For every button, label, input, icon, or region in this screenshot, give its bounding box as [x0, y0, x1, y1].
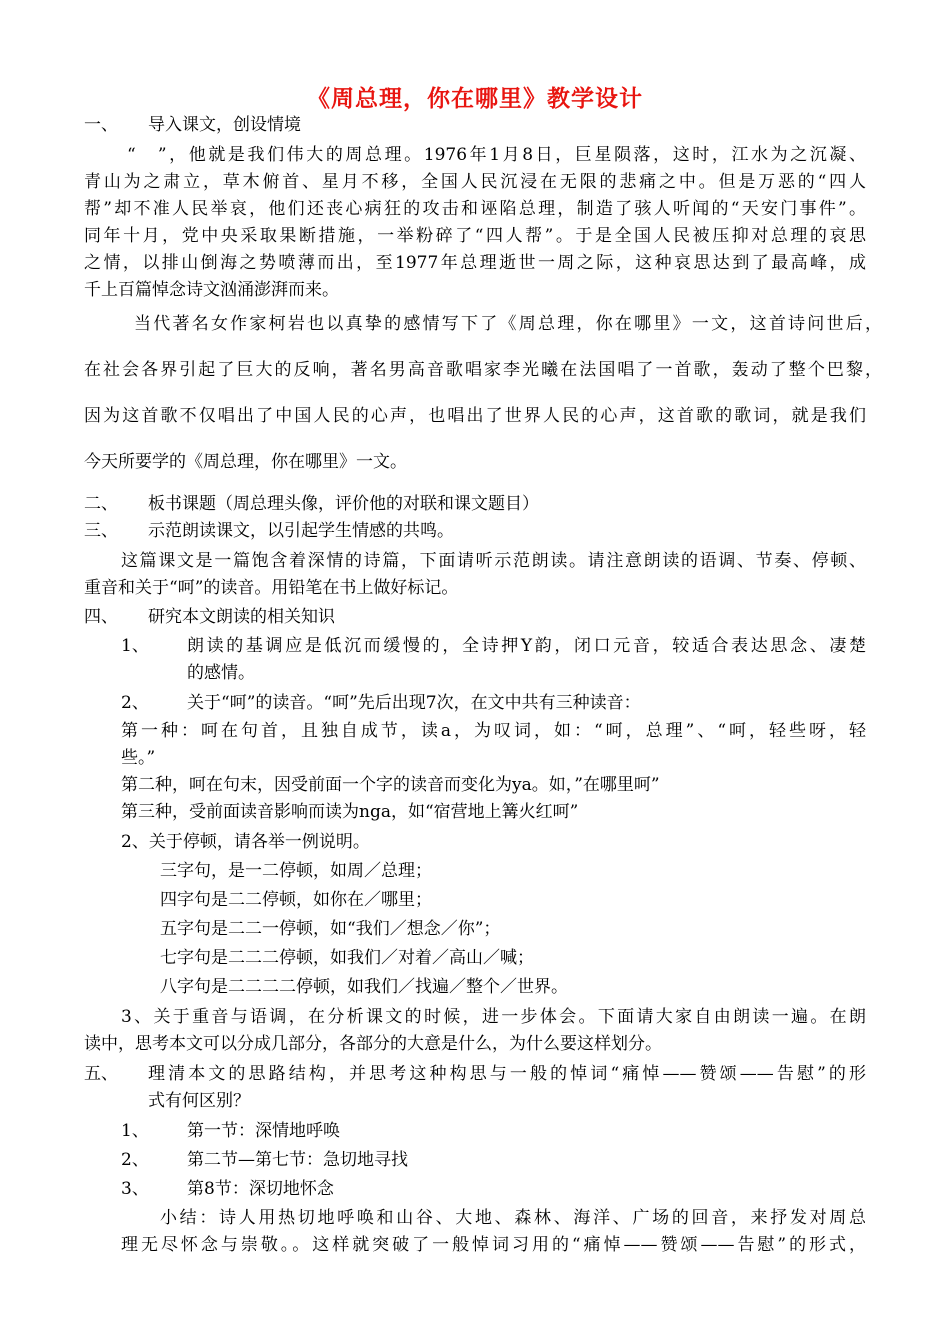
paragraph-line: 当代著名女作家柯岩也以真挚的感情写下了《周总理，你在哪里》一文，这首诗问世后，: [134, 314, 882, 334]
paragraph-line: 帮”却不准人民举哀，他们还丧心病狂的攻击和诬陷总理，制造了骇人听闻的“天安门事件”。: [84, 199, 866, 219]
paragraph-line: 这篇课文是一篇饱含着深情的诗篇，下面请听示范朗读。请注意朗读的语调、节奏、停顿、: [121, 551, 866, 571]
summary-line: 小结：诗人用热切地呼唤和山谷、大地、森林、海洋、广场的回音，来抒发对周总: [160, 1208, 866, 1228]
item-text: 读中，思考本文可以分成几部分，各部分的大意是什么，为什么要这样划分。: [84, 1034, 662, 1054]
section-heading: 式有何区别？: [148, 1091, 250, 1111]
document-title: 《周总理，你在哪里》教学设计: [307, 85, 643, 112]
pause-example: 八字句是二二二二停顿，如我们／找遍／整个／世界。: [160, 977, 568, 997]
section-heading: 示范朗读课文，以引起学生情感的共鸣。: [148, 521, 454, 541]
item-number: 2、: [121, 1150, 149, 1170]
item-text: 关于“呵”的读音。“呵”先后出现7次，在文中共有三种读音：: [187, 693, 641, 713]
item-text: 3、关于重音与语调，在分析课文的时候，进一步体会。下面请大家自由朗读一遍。在朗: [121, 1007, 866, 1027]
paragraph-line: 在社会各界引起了巨大的反响，著名男高音歌唱家李光曦在法国唱了一首歌，轰动了整个巴黎，: [84, 360, 882, 380]
reading-rule: 第一种：呵在句首，且独自成节，读a，为叹词，如：“呵，总理”、“呵，轻些呀，轻: [121, 721, 866, 741]
paragraph-line: “ ”，他就是我们伟大的周总理。1976年1月8日，巨星陨落，这时，江水为之沉凝、: [127, 145, 866, 165]
section-heading: 研究本文朗读的相关知识: [148, 607, 335, 627]
reading-rule: 第三种，受前面读音影响而读为nga，如“宿营地上篝火红呵”: [121, 802, 579, 822]
section-heading: 导入课文，创设情境: [148, 115, 301, 135]
pause-example: 七字句是二二二停顿，如我们／对着／高山／喊；: [160, 948, 534, 968]
paragraph-line: 同年十月，党中央采取果断措施，一举粉碎了“四人帮”。于是全国人民被压抑对总理的哀思: [84, 226, 866, 246]
item-text: 2、关于停顿，请各举一例说明。: [121, 832, 370, 852]
item-text: 第二节—第七节：急切地寻找: [187, 1150, 408, 1170]
section-number: 二、: [84, 494, 118, 514]
paragraph-line: 青山为之肃立，草木俯首、星月不移，全国人民沉浸在无限的悲痛之中。但是万恶的“四人: [84, 172, 866, 192]
item-text: 朗读的基调应是低沉而缓慢的，全诗押Y韵，闭口元音，较适合表达思念、凄楚: [187, 636, 866, 656]
reading-rule: 些。”: [121, 748, 156, 768]
paragraph-line: 重音和关于“呵”的读音。用铅笔在书上做好标记。: [84, 578, 459, 598]
summary-line: 理无尽怀念与崇敬。。这样就突破了一般悼词习用的“痛悼——赞颂——告慰”的形式，: [121, 1235, 866, 1255]
reading-rule: 第二种，呵在句末，因受前面一个字的读音而变化为ya。如，”在哪里呵”: [121, 775, 660, 795]
paragraph-line: 之情，以排山倒海之势喷薄而出，至1977年总理逝世一周之际，这种哀思达到了最高峰，成: [84, 253, 866, 273]
paragraph-line: 千上百篇悼念诗文汹涌澎湃而来。: [84, 280, 339, 300]
section-number: 一、: [84, 115, 118, 135]
item-text: 第8节：深切地怀念: [187, 1179, 334, 1199]
paragraph-line: 今天所要学的《周总理，你在哪里》一文。: [84, 452, 407, 472]
section-number: 五、: [84, 1064, 118, 1084]
pause-example: 三字句，是一二停顿，如周／总理；: [160, 861, 432, 881]
section-number: 三、: [84, 521, 118, 541]
paragraph-line: 因为这首歌不仅唱出了中国人民的心声，也唱出了世界人民的心声，这首歌的歌词，就是我们: [84, 406, 866, 426]
pause-example: 五字句是二二一停顿，如“我们／想念／你”；: [160, 919, 501, 939]
item-text: 第一节：深情地呼唤: [187, 1121, 340, 1141]
pause-example: 四字句是二二停顿，如你在／哪里；: [160, 890, 432, 910]
item-number: 1、: [121, 636, 149, 656]
item-text: 的感情。: [187, 663, 255, 683]
section-number: 四、: [84, 607, 118, 627]
item-number: 3、: [121, 1179, 149, 1199]
item-number: 2、: [121, 693, 149, 713]
item-number: 1、: [121, 1121, 149, 1141]
section-heading: 理清本文的思路结构，并思考这种构思与一般的悼词“痛悼——赞颂——告慰”的形: [148, 1064, 866, 1084]
section-heading: 板书课题（周总理头像，评价他的对联和课文题目）: [148, 494, 539, 514]
